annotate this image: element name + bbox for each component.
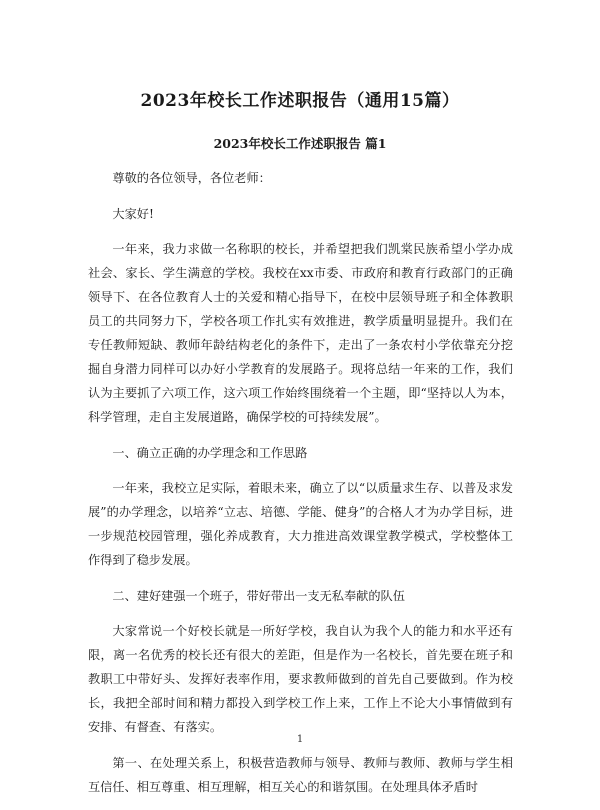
- paragraph: 大家常说一个好校长就是一所好学校，我自认为我个人的能力和水平还有限，离一名优秀的校长还有很大的差距，但是作为一名校长，首先要在班子和教职工中带好头、发挥好表率作用，要求教师做到的首先自己要做到。作为校长，我把全部时间和精力都投入到学校工作上来，工作上不论大小事情做到有安排、有督查、有落实。: [88, 624, 513, 734]
- paragraph-salutation: 尊敬的各位领导，各位老师：: [112, 171, 271, 185]
- paragraph-greeting: 大家好!: [112, 206, 154, 221]
- document-title: 2023年校长工作述职报告（通用15篇）: [140, 91, 460, 111]
- paragraph: 一年来，我校立足实际，着眼未来，确立了以“以质量求生存、以普及求发展”的办学理念，以培养“立志、培德、学能、健身”的合格人才为办学目标，进一步规范校园管理，强化养成教育，大力推进高效课堂教学模式，学校整体工作得到了稳步发展。: [88, 481, 513, 567]
- section-heading: 一、确立正确的办学理念和工作思路: [112, 445, 308, 460]
- page-number: 1: [296, 734, 304, 745]
- document-body: [88, 166, 513, 810]
- paragraph: 第一、在处理关系上，积极营造教师与领导、教师与教师、教师与学生相互信任、相互尊重、相互理解，相互关心的和谐氛围。在处理具体矛盾时: [88, 755, 513, 794]
- section-title: 2023年校长工作述职报告 篇1: [213, 136, 387, 151]
- paragraph: 一年来，我力求做一名称职的校长，并希望把我们凯棠民族希望小学办成社会、家长、学生满意的学校。我校在xx市委、市政府和教育行政部门的正确领导下、在各位教育人士的关爱和精心指导下，在校中层领导班子和全体教职员工的共同努力下，学校各项工作扎实有效推进，教学质量明显提升。我们在专任教师短缺、教师年龄结构老化的条件下，走出了一条农村小学依靠充分挖掘自身潜力同样可以办好小学教育的发展路子。现将总结一年来的工作，我们认为主要抓了六项工作，这六项工作始终围绕着一个主题，即“坚持以人为本，科学管理，走自主发展道路，确保学校的可持续发展”。: [88, 242, 513, 424]
- section-heading: 二、建好建强一个班子，带好带出一支无私奉献的队伍: [112, 588, 405, 603]
